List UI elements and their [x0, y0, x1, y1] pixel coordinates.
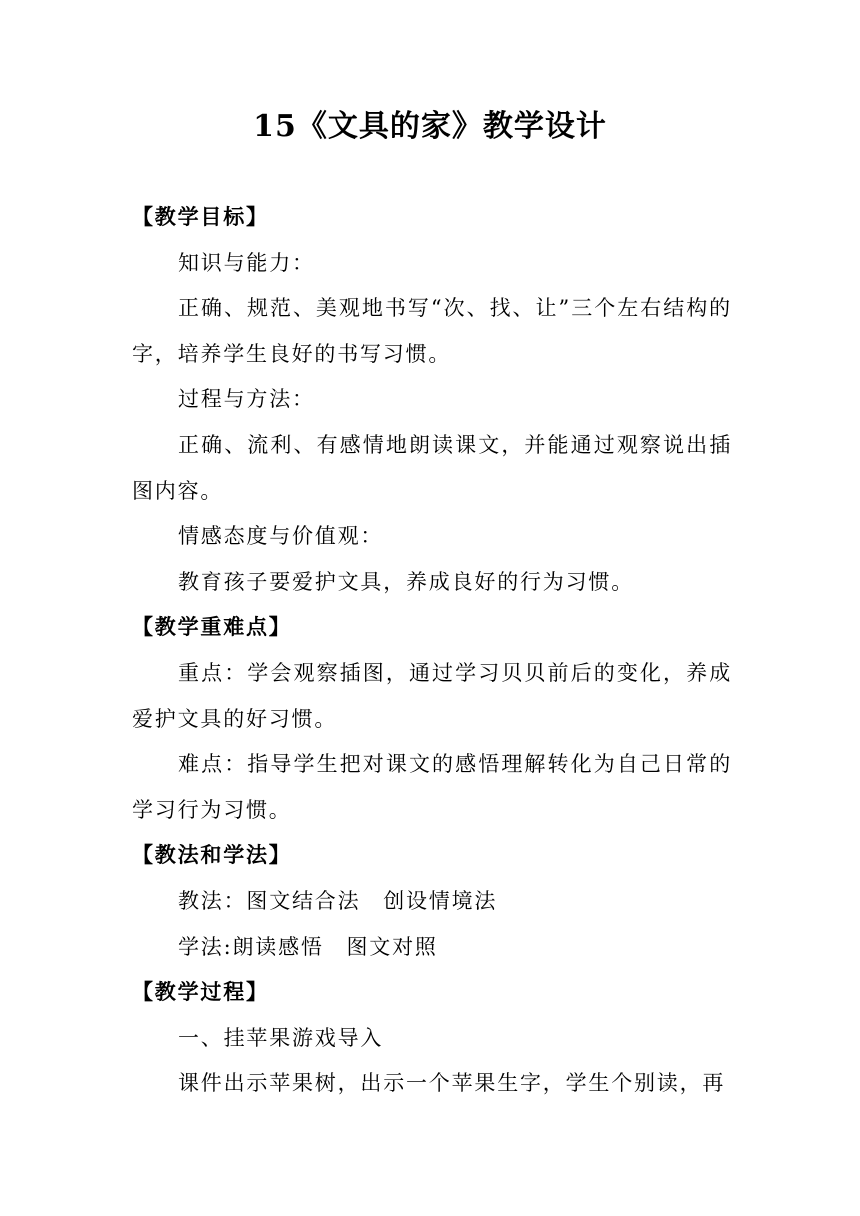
paragraph: 重点：学会观察插图，通过学习贝贝前后的变化，养成爱护文具的好习惯。: [132, 660, 732, 731]
paragraph: 知识与能力：: [178, 250, 315, 275]
paragraph: 教法：图文结合法 创设情境法: [178, 888, 498, 913]
paragraph: 一、挂苹果游戏导入: [178, 1025, 384, 1050]
paragraph: 过程与方法：: [178, 387, 315, 412]
paragraph: 情感态度与价值观：: [178, 524, 384, 549]
section-heading-objectives: 【教学目标】: [132, 205, 269, 229]
section-heading-process: 【教学过程】: [132, 980, 269, 1005]
paragraph: 正确、规范、美观地书写“次、找、让”三个左右结构的字，培养学生良好的书写习惯。: [132, 296, 732, 366]
paragraph: 教育孩子要爱护文具，养成良好的行为习惯。: [178, 569, 634, 594]
section-heading-key-points: 【教学重难点】: [132, 615, 292, 640]
document-title: 15《文具的家》教学设计: [253, 109, 607, 144]
paragraph: 正确、流利、有感情地朗读课文，并能通过观察说出插图内容。: [132, 432, 732, 503]
paragraph: 难点：指导学生把对课文的感悟理解转化为自己日常的学习行为习惯。: [132, 752, 732, 822]
section-heading-methods: 【教法和学法】: [132, 843, 292, 868]
paragraph: 学法:朗读感悟 图文对照: [178, 934, 438, 959]
document-body: [132, 195, 732, 1107]
paragraph: 课件出示苹果树，出示一个苹果生字，学生个别读，再: [178, 1071, 726, 1096]
